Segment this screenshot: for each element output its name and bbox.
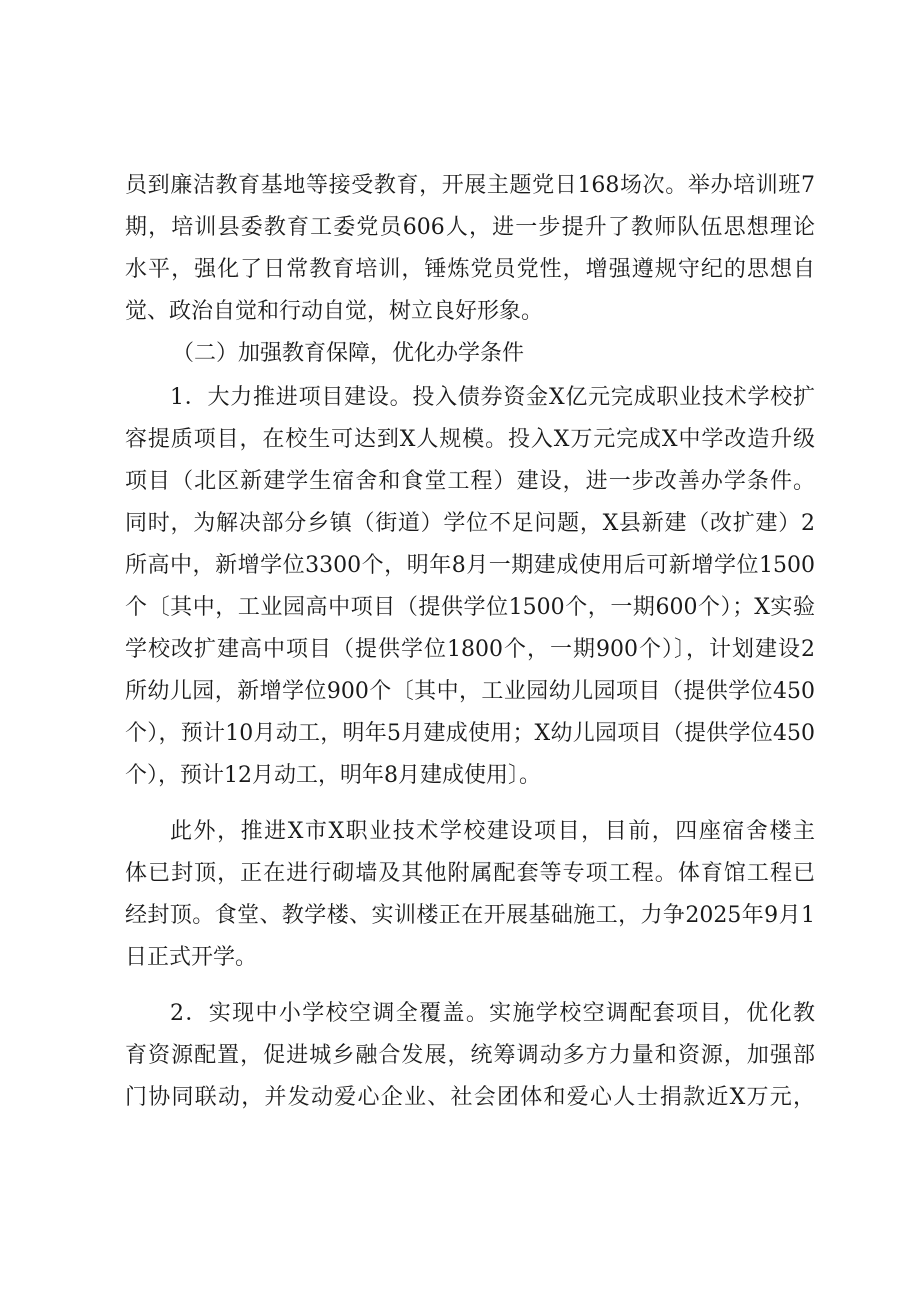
paragraph-line: 同时，为解决部分乡镇（街道）学位不足问题，X县新建（改扩建）2 <box>125 511 815 536</box>
paragraph-line: 项目（北区新建学生宿舍和食堂工程）建设，进一步改善办学条件。 <box>125 469 815 494</box>
paragraph-line: 所幼儿园，新增学位900个〔其中，工业园幼儿园项目（提供学位450 <box>125 679 815 704</box>
section-heading: （二）加强教育保障，优化办学条件 <box>172 341 525 366</box>
paragraph-line: 期，培训县委教育工委党员606人，进一步提升了教师队伍思想理论 <box>125 215 815 240</box>
paragraph-line: 个），预计10月动工，明年5月建成使用；X幼儿园项目（提供学位450 <box>125 721 815 746</box>
paragraph-line: 所高中，新增学位3300个，明年8月一期建成使用后可新增学位1500 <box>125 553 815 578</box>
paragraph-line: 学校改扩建高中项目（提供学位1800个，一期900个）〕，计划建设2 <box>125 637 815 662</box>
paragraph-line: 2．实现中小学校空调全覆盖。实施学校空调配套项目，优化教 <box>170 1001 815 1026</box>
paragraph-line: 容提质项目，在校生可达到X人规模。投入X万元完成X中学改造升级 <box>125 427 815 452</box>
paragraph-line: 个〔其中，工业园高中项目（提供学位1500个，一期600个）；X实验 <box>125 595 815 620</box>
paragraph-line: 1．大力推进项目建设。投入债券资金X亿元完成职业技术学校扩 <box>170 385 815 410</box>
paragraph-line: 觉、政治自觉和行动自觉，树立良好形象。 <box>125 299 544 324</box>
paragraph-line: 经封顶。食堂、教学楼、实训楼正在开展基础施工，力争2025年9月1 <box>125 903 815 928</box>
paragraph-line: 育资源配置，促进城乡融合发展，统筹调动多方力量和资源，加强部 <box>125 1043 815 1068</box>
paragraph-line: 水平，强化了日常教育培训，锤炼党员党性，增强遵规守纪的思想自 <box>125 257 815 282</box>
paragraph-line: 此外，推进X市X职业技术学校建设项目，目前，四座宿舍楼主 <box>170 819 815 844</box>
paragraph-line: 体已封顶，正在进行砌墙及其他附属配套等专项工程。体育馆工程已 <box>125 861 815 886</box>
paragraph-line: 个），预计12月动工，明年8月建成使用〕。 <box>125 763 541 788</box>
paragraph-line: 员到廉洁教育基地等接受教育，开展主题党日168场次。举办培训班7 <box>125 173 815 198</box>
paragraph-line: 日正式开学。 <box>125 945 258 970</box>
paragraph-line: 门协同联动，并发动爱心企业、社会团体和爱心人士捐款近X万元， <box>125 1085 815 1110</box>
